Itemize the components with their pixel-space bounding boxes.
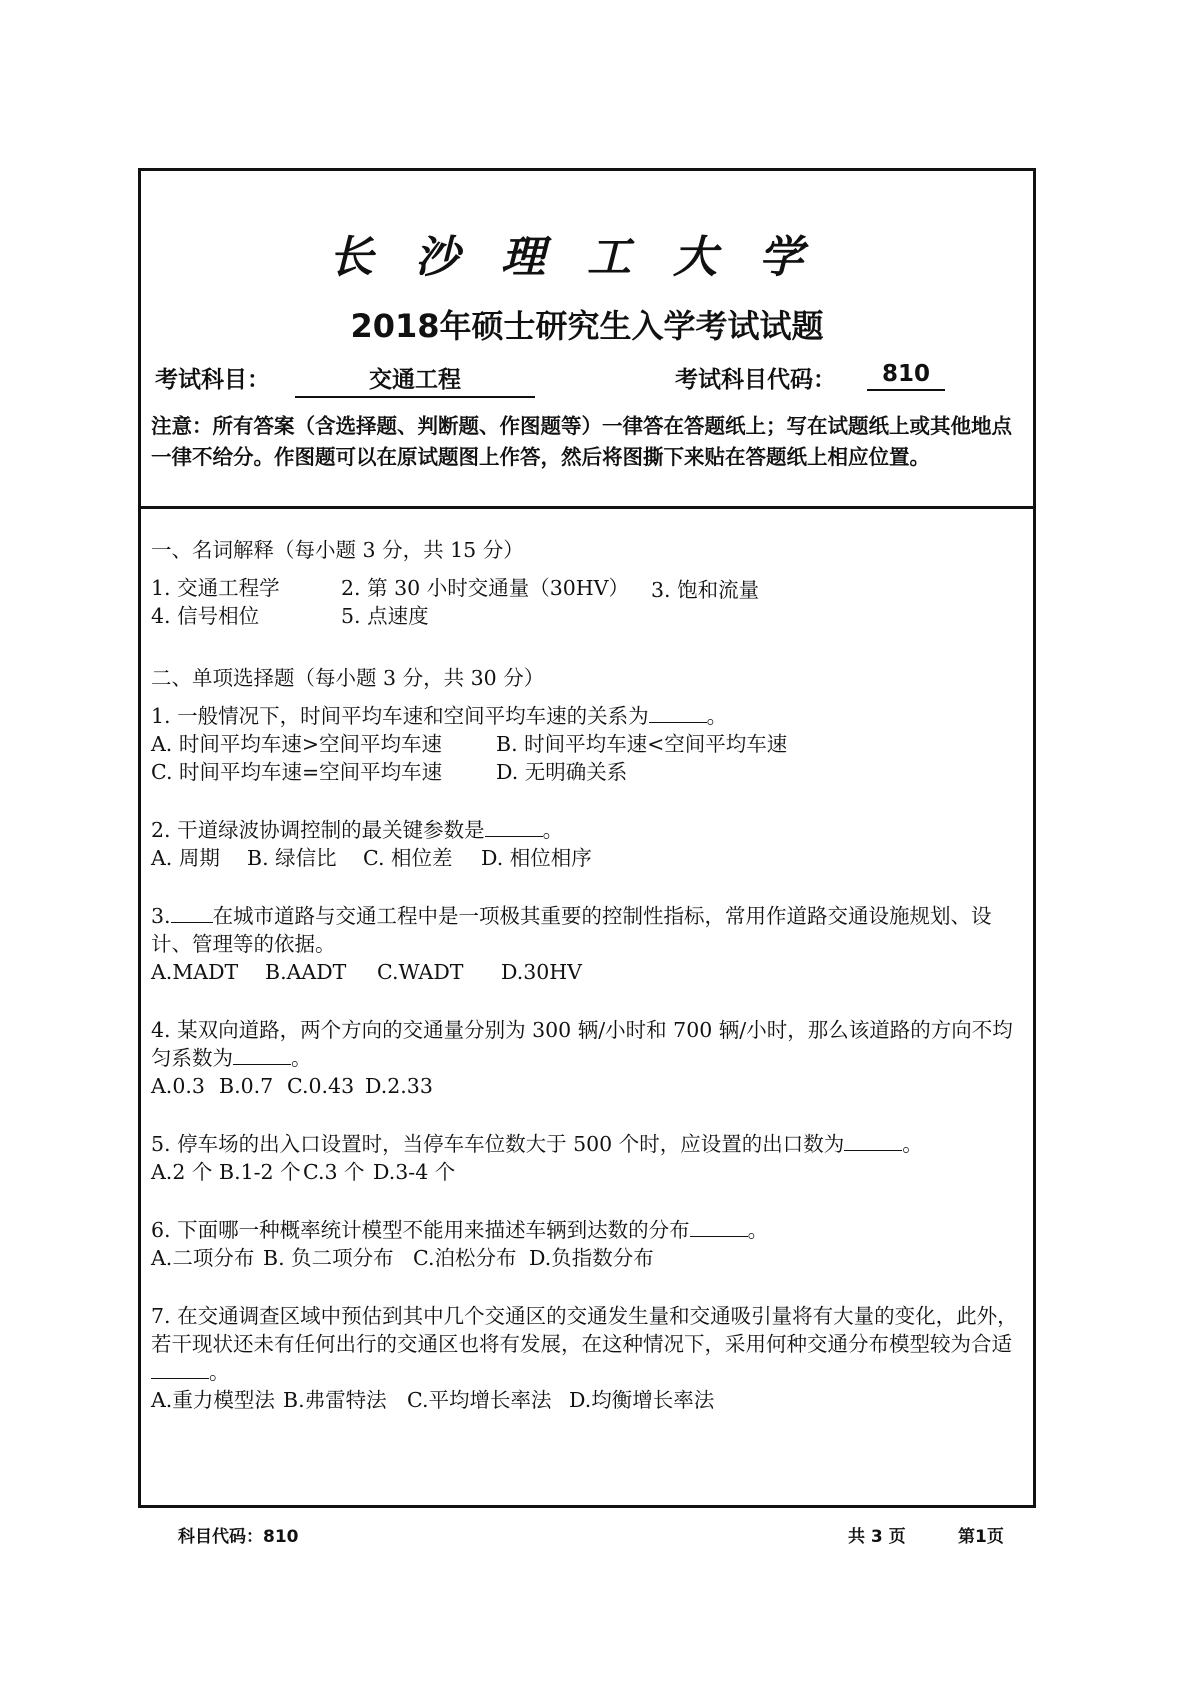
option: B.0.7 [219,1074,274,1098]
option: C.3 个 [303,1160,365,1184]
answer-blank [233,1046,291,1065]
subject-row [155,361,1019,401]
option: D.3-4 个 [373,1160,456,1184]
question-stem: 2. 干道绿波协调控制的最关键参数是 [151,818,485,842]
question-stem-end: 。 [209,1360,230,1384]
question-stem-end: 。 [747,1218,769,1242]
term-item: 1. 交通工程学 [151,576,280,600]
subject-value: 交通工程 [295,361,535,398]
option: C.WADT [377,960,464,984]
section1-title: 一、名词解释（每小题 3 分，共 15 分） [151,538,524,562]
term-item: 3. 饱和流量 [651,578,760,602]
option: C.泊松分布 [413,1246,517,1270]
question-1 [151,702,1019,786]
answer-blank [485,818,543,837]
footer-page-number: 第1页 [958,1527,1004,1547]
question-6 [151,1216,1019,1272]
footer-total-pages: 共 3 页 [848,1527,906,1547]
option: A. 时间平均车速>空间平均车速 [151,732,443,756]
page-footer [0,1522,1190,1552]
term-item: 5. 点速度 [341,604,429,628]
exam-title: 2018年硕士研究生入学考试试题 [350,307,824,345]
question-5 [151,1130,1019,1186]
option: A. 周期 [151,846,220,870]
answer-blank [844,1132,902,1151]
option: D.30HV [501,960,582,984]
section2-title: 二、单项选择题（每小题 3 分，共 30 分） [151,666,545,690]
question-2 [151,816,1019,872]
option: B.AADT [265,960,347,984]
footer-subject-code: 科目代码：810 [178,1527,299,1547]
option: D. 相位相序 [481,846,592,870]
question-number: 3. [151,904,171,928]
question-stem: 6. 下面哪一种概率统计模型不能用来描述车辆到达数的分布 [151,1218,690,1242]
exam-frame [138,168,1036,1508]
answer-blank [151,1360,209,1379]
question-4 [151,1016,1019,1100]
option: D. 无明确关系 [496,760,628,784]
option: A.MADT [151,960,239,984]
option: B. 时间平均车速<空间平均车速 [496,732,788,756]
option: A.0.3 [151,1074,205,1098]
option: C. 相位差 [363,846,453,870]
option: A.二项分布 [151,1246,255,1270]
option: B. 负二项分布 [263,1246,394,1270]
question-stem: 在城市道路与交通工程中是一项极其重要的控制性指标，常用作道路交通设施规划、设计、管理等的依据。 [151,904,992,956]
option: B.1-2 个 [219,1160,301,1184]
subject-label: 考试科目： [155,367,270,393]
term-item: 2. 第 30 小时交通量（30HV） [341,576,629,600]
question-stem-end: 。 [542,818,564,842]
option: A.2 个 [151,1160,213,1184]
question-7 [151,1302,1019,1414]
subject-code-value: 810 [867,361,945,391]
option: B.弗雷特法 [283,1388,387,1412]
divider [141,506,1033,509]
notice: 注意：所有答案（含选择题、判断题、作图题等）一律答在答题纸上；写在试题纸上或其他地点一律不给分。作图题可以在原试题图上作答，然后将图撕下来贴在答题纸上相应位置。 [151,414,1012,469]
questions [151,536,1019,1444]
question-stem: 5. 停车场的出入口设置时，当停车车位数大于 500 个时，应设置的出口数为 [151,1132,845,1156]
option: B. 绿信比 [247,846,337,870]
answer-blank [171,904,213,923]
question-stem-end: 。 [902,1132,923,1156]
question-stem-end: 。 [706,704,728,728]
option: A.重力模型法 [151,1388,275,1412]
answer-blank [649,704,707,723]
subject-code-label: 考试科目代码： [675,367,836,393]
option: C.平均增长率法 [407,1388,552,1412]
term-item: 4. 信号相位 [151,604,260,628]
option: C. 时间平均车速=空间平均车速 [151,760,443,784]
school-name: 长沙理工大学 [329,232,845,283]
question-stem-end: 。 [291,1046,312,1070]
question-stem: 4. 某双向道路，两个方向的交通量分别为 300 辆/小时和 700 辆/小时，那么该道路的方向不均匀系数为 [151,1018,1013,1070]
question-3 [151,902,1019,986]
option: D.负指数分布 [529,1246,654,1270]
answer-blank [690,1218,748,1237]
question-stem: 1. 一般情况下，时间平均车速和空间平均车速的关系为 [151,704,649,728]
question-stem: 7. 在交通调查区域中预估到其中几个交通区的交通发生量和交通吸引量将有大量的变化，此外，若干现状还未有任何出行的交通区也将有发展，在这种情况下，采用何种交通分布模型较为合适 [151,1304,1018,1356]
option: D.2.33 [365,1074,433,1098]
option: D.均衡增长率法 [569,1388,715,1412]
term-list [151,574,1019,634]
option: C.0.43 [287,1074,355,1098]
